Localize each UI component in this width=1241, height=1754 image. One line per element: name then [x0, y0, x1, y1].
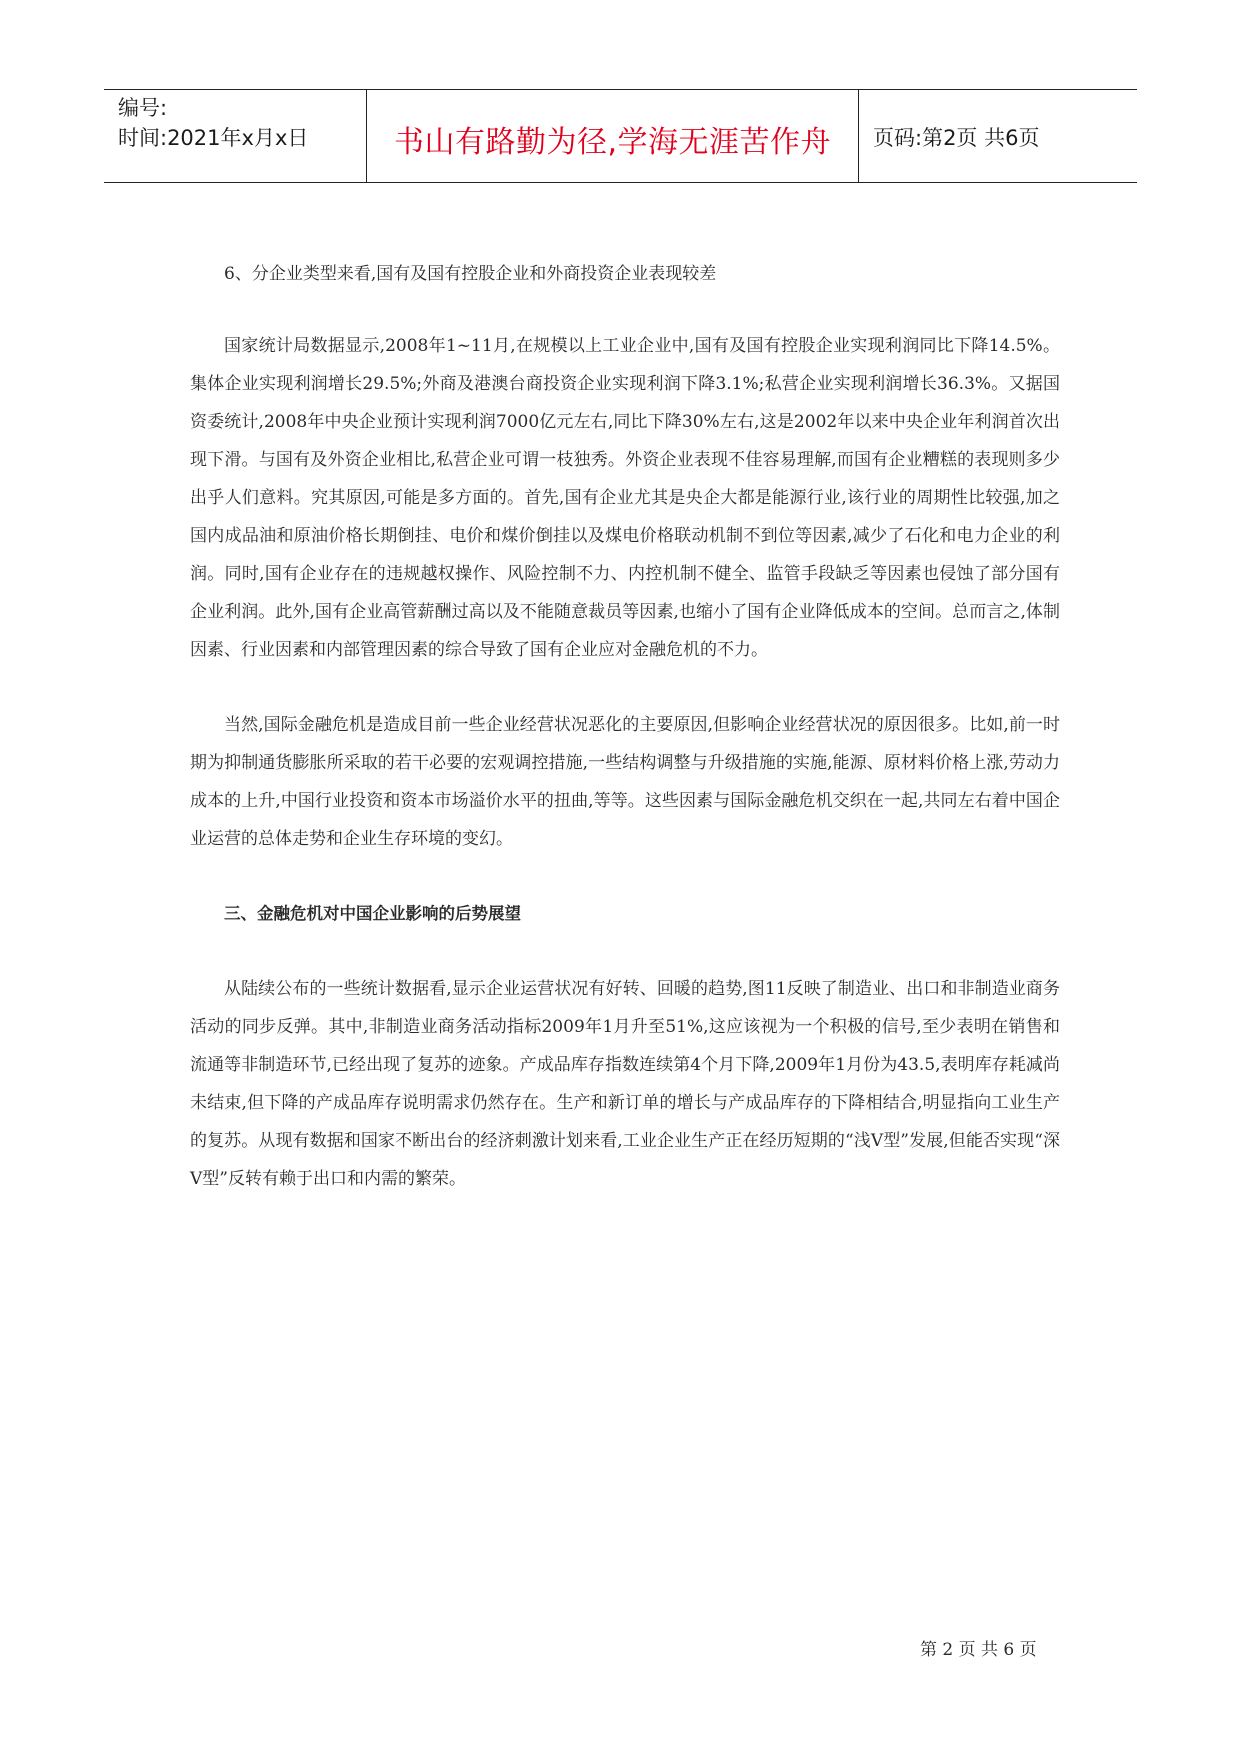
document-date: 时间:2021年x月x日 [118, 126, 309, 150]
subheading: 6、分企业类型来看,国有及国有控股企业和外商投资企业表现较差 [224, 264, 717, 284]
document-body [190, 255, 1060, 1198]
header-page-cell [859, 90, 1137, 182]
paragraph-3: 从陆续公布的一些统计数据看,显示企业运营状况有好转、回暖的趋势,图11反映了制造业、出口和非制造业商务活动的同步反弹。其中,非制造业商务活动指标2009年1月升至51%,这应该视为一个积极的信号,至少表明在销售和流通等非制造环节,已经出现了复苏的迹象。产成品库存指数连续第4个月下降,2009年1月份为43.5,表明库存耗减尚未结束,但下降的产成品库存说明需求仍然存在。生产和新订单的增长与产成品库存的下降相结合,明显指向工业生产的复苏。从现有数据和国家不断出台的经济刺激计划来看,工业企业生产正在经历短期的“浅V型”发展,但能否实现“深V型”反转有赖于出口和内需的繁荣。 [190, 979, 1060, 1189]
header-page-number: 页码:第2页 共6页 [873, 126, 1040, 150]
header-motto-cell [367, 90, 859, 182]
section-heading: 三、金融危机对中国企业影响的后势展望 [224, 904, 521, 923]
header-meta-cell [104, 90, 367, 182]
page-header [104, 89, 1137, 183]
document-number-label: 编号: [118, 96, 168, 120]
paragraph-2: 当然,国际金融危机是造成目前一些企业经营状况恶化的主要原因,但影响企业经营状况的原因很多。比如,前一时期为抑制通货膨胀所采取的若干必要的宏观调控措施,一些结构调整与升级措施的实施,能源、原材料价格上涨,劳动力成本的上升,中国行业投资和资本市场溢价水平的扭曲,等等。这些因素与国际金融危机交织在一起,共同左右着中国企业运营的总体走势和企业生存环境的变幻。 [190, 715, 1060, 849]
header-motto: 书山有路勤为径,学海无涯苦作舟 [393, 125, 832, 160]
paragraph-1: 国家统计局数据显示,2008年1~11月,在规模以上工业企业中,国有及国有控股企业实现利润同比下降14.5%。集体企业实现利润增长29.5%;外商及港澳台商投资企业实现利润下降3.1%;私营企业实现利润增长36.3%。又据国资委统计,2008年中央企业预计实现利润7000亿元左右,同比下降30%左右,这是2002年以来中央企业年利润首次出现下滑。与国有及外资企业相比,私营企业可谓一枝独秀。外资企业表现不佳容易理解,而国有企业糟糕的表现则多少出乎人们意料。究其原因,可能是多方面的。首先,国有企业尤其是央企大都是能源行业,该行业的周期性比较强,加之国内成品油和原油价格长期倒挂、电价和煤价倒挂以及煤电价格联动机制不到位等因素,减少了石化和电力企业的利润。同时,国有企业存在的违规越权操作、风险控制不力、内控机制不健全、监管手段缺乏等因素也侵蚀了部分国有企业利润。此外,国有企业高管薪酬过高以及不能随意裁员等因素,也缩小了国有企业降低成本的空间。总而言之,体制因素、行业因素和内部管理因素的综合导致了国有企业应对金融危机的不力。 [190, 336, 1060, 660]
page-footer: 第 2 页 共 6 页 [920, 1640, 1037, 1660]
